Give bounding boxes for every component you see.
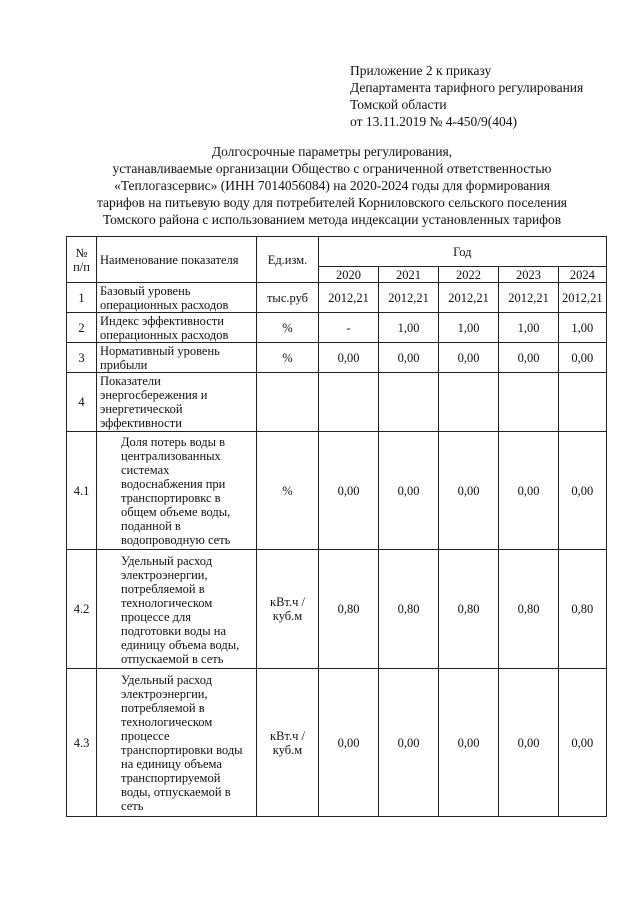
row-name: Доля потерь воды в централизованных системах водоснабжения при транспортировкс в общем объеме воды, поданной в водопроводную сеть <box>97 432 257 550</box>
table-row <box>67 373 607 432</box>
row-name: Нормативный уровень прибыли <box>97 343 257 373</box>
table-row <box>67 432 607 550</box>
row-unit: кВт.ч / куб.м <box>257 669 319 817</box>
value-cell: 0,00 <box>439 432 499 550</box>
value-cell: 0,00 <box>499 432 559 550</box>
header-row <box>67 237 607 267</box>
value-cell: 0,80 <box>559 550 607 669</box>
value-cell: 0,80 <box>439 550 499 669</box>
table-row <box>67 343 607 373</box>
value-cell: 0,80 <box>499 550 559 669</box>
year-cell: 2022 <box>439 267 499 283</box>
year-cell: 2021 <box>379 267 439 283</box>
appendix-line: Томской области <box>350 97 447 112</box>
value-cell: 2012,21 <box>439 283 499 313</box>
title-line: Томского района с использованием метода индексации установленных тарифов <box>102 212 562 227</box>
appendix-line: Приложение 2 к приказу <box>350 63 492 78</box>
value-cell: 0,00 <box>319 343 379 373</box>
value-cell: 0,00 <box>559 669 607 817</box>
row-name: Удельный расход электроэнергии, потребляемой в технологическом процессе транспортировки воды на единицу объема транспортируемой воды, отпускаемой в сеть <box>97 669 257 817</box>
table-row <box>67 283 607 313</box>
value-cell: 0,00 <box>559 432 607 550</box>
header-name: Наименование показателя <box>97 237 257 283</box>
value-cell: 2012,21 <box>559 283 607 313</box>
value-cell: 1,00 <box>499 313 559 343</box>
title-line: устанавливаемые организации Общество с ограниченной ответственностью <box>112 161 552 176</box>
year-cell: 2024 <box>559 267 607 283</box>
value-cell <box>379 373 439 432</box>
header-year: Год <box>319 237 607 267</box>
row-unit: % <box>257 432 319 550</box>
table-row <box>67 313 607 343</box>
row-unit: % <box>257 313 319 343</box>
row-num: 2 <box>67 313 97 343</box>
appendix-block <box>350 62 583 130</box>
header-num: № п/п <box>67 237 97 283</box>
value-cell: 1,00 <box>379 313 439 343</box>
row-num: 4.1 <box>67 432 97 550</box>
row-name: Показатели энергосбережения и энергетической эффективности <box>97 373 257 432</box>
title-line: Долгосрочные параметры регулирования, <box>211 144 453 159</box>
row-num: 4.3 <box>67 669 97 817</box>
value-cell: - <box>319 313 379 343</box>
table-body <box>67 237 607 817</box>
parameters-table <box>66 236 607 817</box>
value-cell: 2012,21 <box>319 283 379 313</box>
value-cell: 0,00 <box>319 432 379 550</box>
row-num: 4 <box>67 373 97 432</box>
value-cell <box>499 373 559 432</box>
table-row <box>67 550 607 669</box>
row-name: Индекс эффективности операционных расходов <box>97 313 257 343</box>
value-cell: 0,80 <box>319 550 379 669</box>
row-num: 4.2 <box>67 550 97 669</box>
value-cell: 0,00 <box>499 343 559 373</box>
value-cell <box>439 373 499 432</box>
value-cell: 0,00 <box>379 669 439 817</box>
value-cell: 2012,21 <box>379 283 439 313</box>
value-cell: 0,00 <box>439 343 499 373</box>
title-line: «Теплогазсервис» (ИНН 7014056084) на 2020-2024 годы для формирования <box>114 178 550 193</box>
year-cell: 2023 <box>499 267 559 283</box>
value-cell <box>319 373 379 432</box>
row-unit: тыс.руб <box>257 283 319 313</box>
value-cell: 0,00 <box>379 343 439 373</box>
value-cell: 1,00 <box>559 313 607 343</box>
value-cell: 0,00 <box>319 669 379 817</box>
row-name: Базовый уровень операционных расходов <box>97 283 257 313</box>
value-cell: 0,00 <box>379 432 439 550</box>
row-name: Удельный расход электроэнергии, потребляемой в технологическом процессе для подготовки воды на единицу объема воды, отпускаемой в сеть <box>97 550 257 669</box>
value-cell: 0,00 <box>439 669 499 817</box>
appendix-line: Департамента тарифного регулирования <box>350 80 584 95</box>
appendix-line: от 13.11.2019 № 4-450/9(404) <box>350 114 517 129</box>
year-cell: 2020 <box>319 267 379 283</box>
row-unit: % <box>257 343 319 373</box>
table-row <box>67 669 607 817</box>
row-num: 1 <box>67 283 97 313</box>
header-unit: Ед.изм. <box>257 237 319 283</box>
value-cell: 1,00 <box>439 313 499 343</box>
value-cell: 0,00 <box>559 343 607 373</box>
row-unit <box>257 373 319 432</box>
value-cell <box>559 373 607 432</box>
row-unit: кВт.ч / куб.м <box>257 550 319 669</box>
value-cell: 0,00 <box>499 669 559 817</box>
title-line: тарифов на питьевую воду для потребителей Корниловского сельского поселения <box>96 195 568 210</box>
document-title <box>60 143 604 228</box>
value-cell: 0,80 <box>379 550 439 669</box>
value-cell: 2012,21 <box>499 283 559 313</box>
row-num: 3 <box>67 343 97 373</box>
